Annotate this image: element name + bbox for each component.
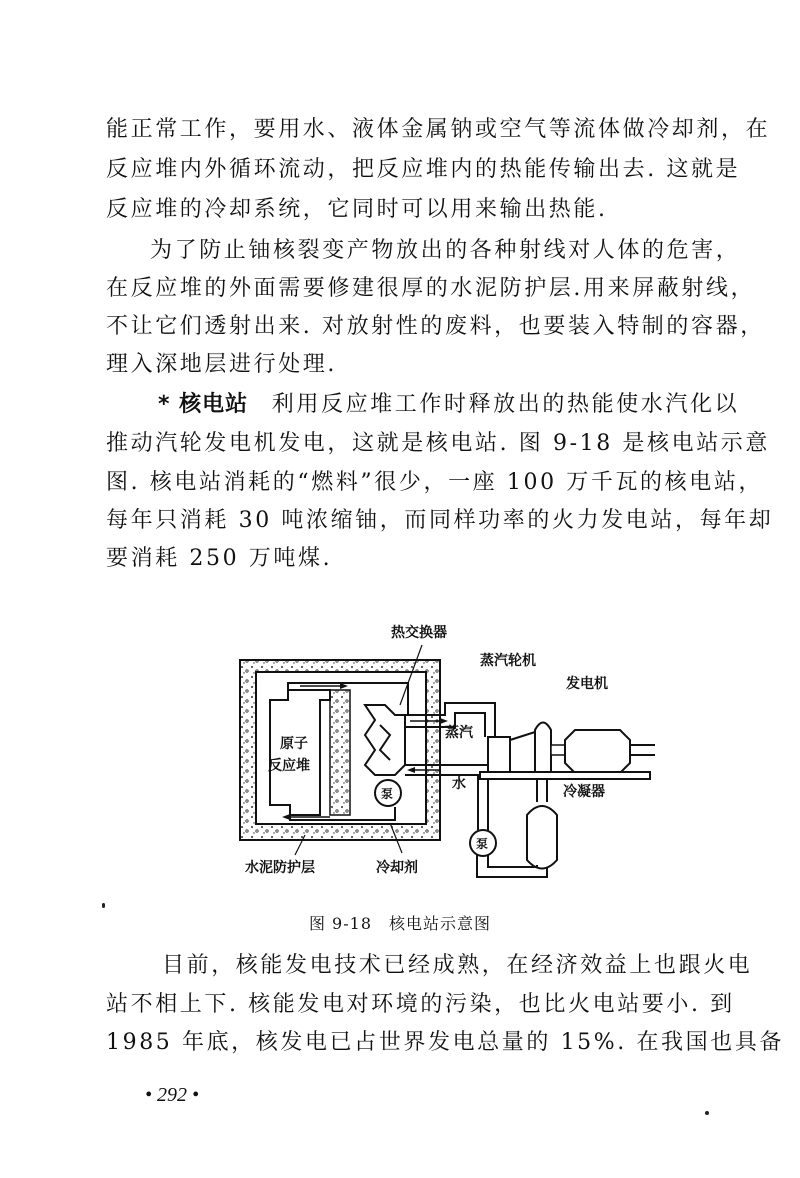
label-water: 水: [452, 776, 466, 792]
label-reactor-line1: 原子: [280, 736, 308, 752]
stray-mark: [705, 1111, 709, 1115]
paragraph-3-line-3: 图. 核电站消耗的“燃料”很少，一座 100 万千瓦的核电站，: [106, 470, 764, 495]
label-coolant: 冷却剂: [376, 860, 418, 876]
page-number: • 292 •: [145, 1084, 200, 1106]
label-condenser: 冷凝器: [563, 784, 605, 800]
figure-caption: 图 9-18 核电站示意图: [308, 914, 492, 933]
nuclear-power-plant-diagram: [230, 615, 660, 895]
label-reactor-line2: 反应堆: [268, 758, 310, 774]
label-steam-turbine: 蒸汽轮机: [480, 653, 536, 669]
paragraph-1-line-1: 能正常工作，要用水、液体金属钠或空气等流体做冷却剂，在: [106, 117, 771, 142]
label-heat-exchanger: 热交换器: [391, 625, 447, 641]
paragraph-3-line-2: 推动汽轮发电机发电，这就是核电站. 图 9-18 是核电站示意: [106, 431, 770, 456]
paragraph-3-line-5: 要消耗 250 万吨煤.: [106, 546, 333, 571]
paragraph-2-line-3: 不让它们透射出来. 对放射性的废料，也要装入特制的容器，: [106, 314, 765, 339]
paragraph-3-line-1: * 核电站 利用反应堆工作时释放出的热能使水汽化以: [158, 392, 740, 417]
paragraph-1-line-3: 反应堆的冷却系统，它同时可以用来输出热能.: [106, 197, 608, 222]
label-secondary-pump: 泵: [476, 837, 489, 851]
stray-mark: [102, 903, 105, 908]
paragraph-4-line-3: 1985 年底，核发电已占世界发电总量的 15%. 在我国也具备: [106, 1030, 785, 1055]
label-concrete-shield: 水泥防护层: [245, 860, 315, 876]
label-primary-pump: 泵: [381, 787, 394, 801]
paragraph-4-line-2: 站不相上下. 核能发电对环境的污染，也比火电站要小. 到: [106, 992, 735, 1017]
paragraph-2-line-1: 为了防止铀核裂变产物放出的各种射线对人体的危害，: [150, 238, 741, 263]
label-generator: 发电机: [566, 676, 608, 692]
paragraph-2-line-2: 在反应堆的外面需要修建很厚的水泥防护层.用来屏蔽射线，: [106, 276, 756, 301]
paragraph-4-line-1: 目前，核能发电技术已经成熟，在经济效益上也跟火电: [162, 953, 753, 978]
label-steam: 蒸汽: [445, 725, 473, 741]
section-heading: * 核电站: [158, 392, 249, 417]
paragraph-3-line-4: 每年只消耗 30 吨浓缩铀，而同样功率的火力发电站，每年却: [106, 508, 774, 533]
paragraph-2-line-4: 理入深地层进行处理.: [106, 352, 337, 377]
paragraph-1-line-2: 反应堆内外循环流动，把反应堆内的热能传输出去. 这就是: [106, 157, 741, 182]
